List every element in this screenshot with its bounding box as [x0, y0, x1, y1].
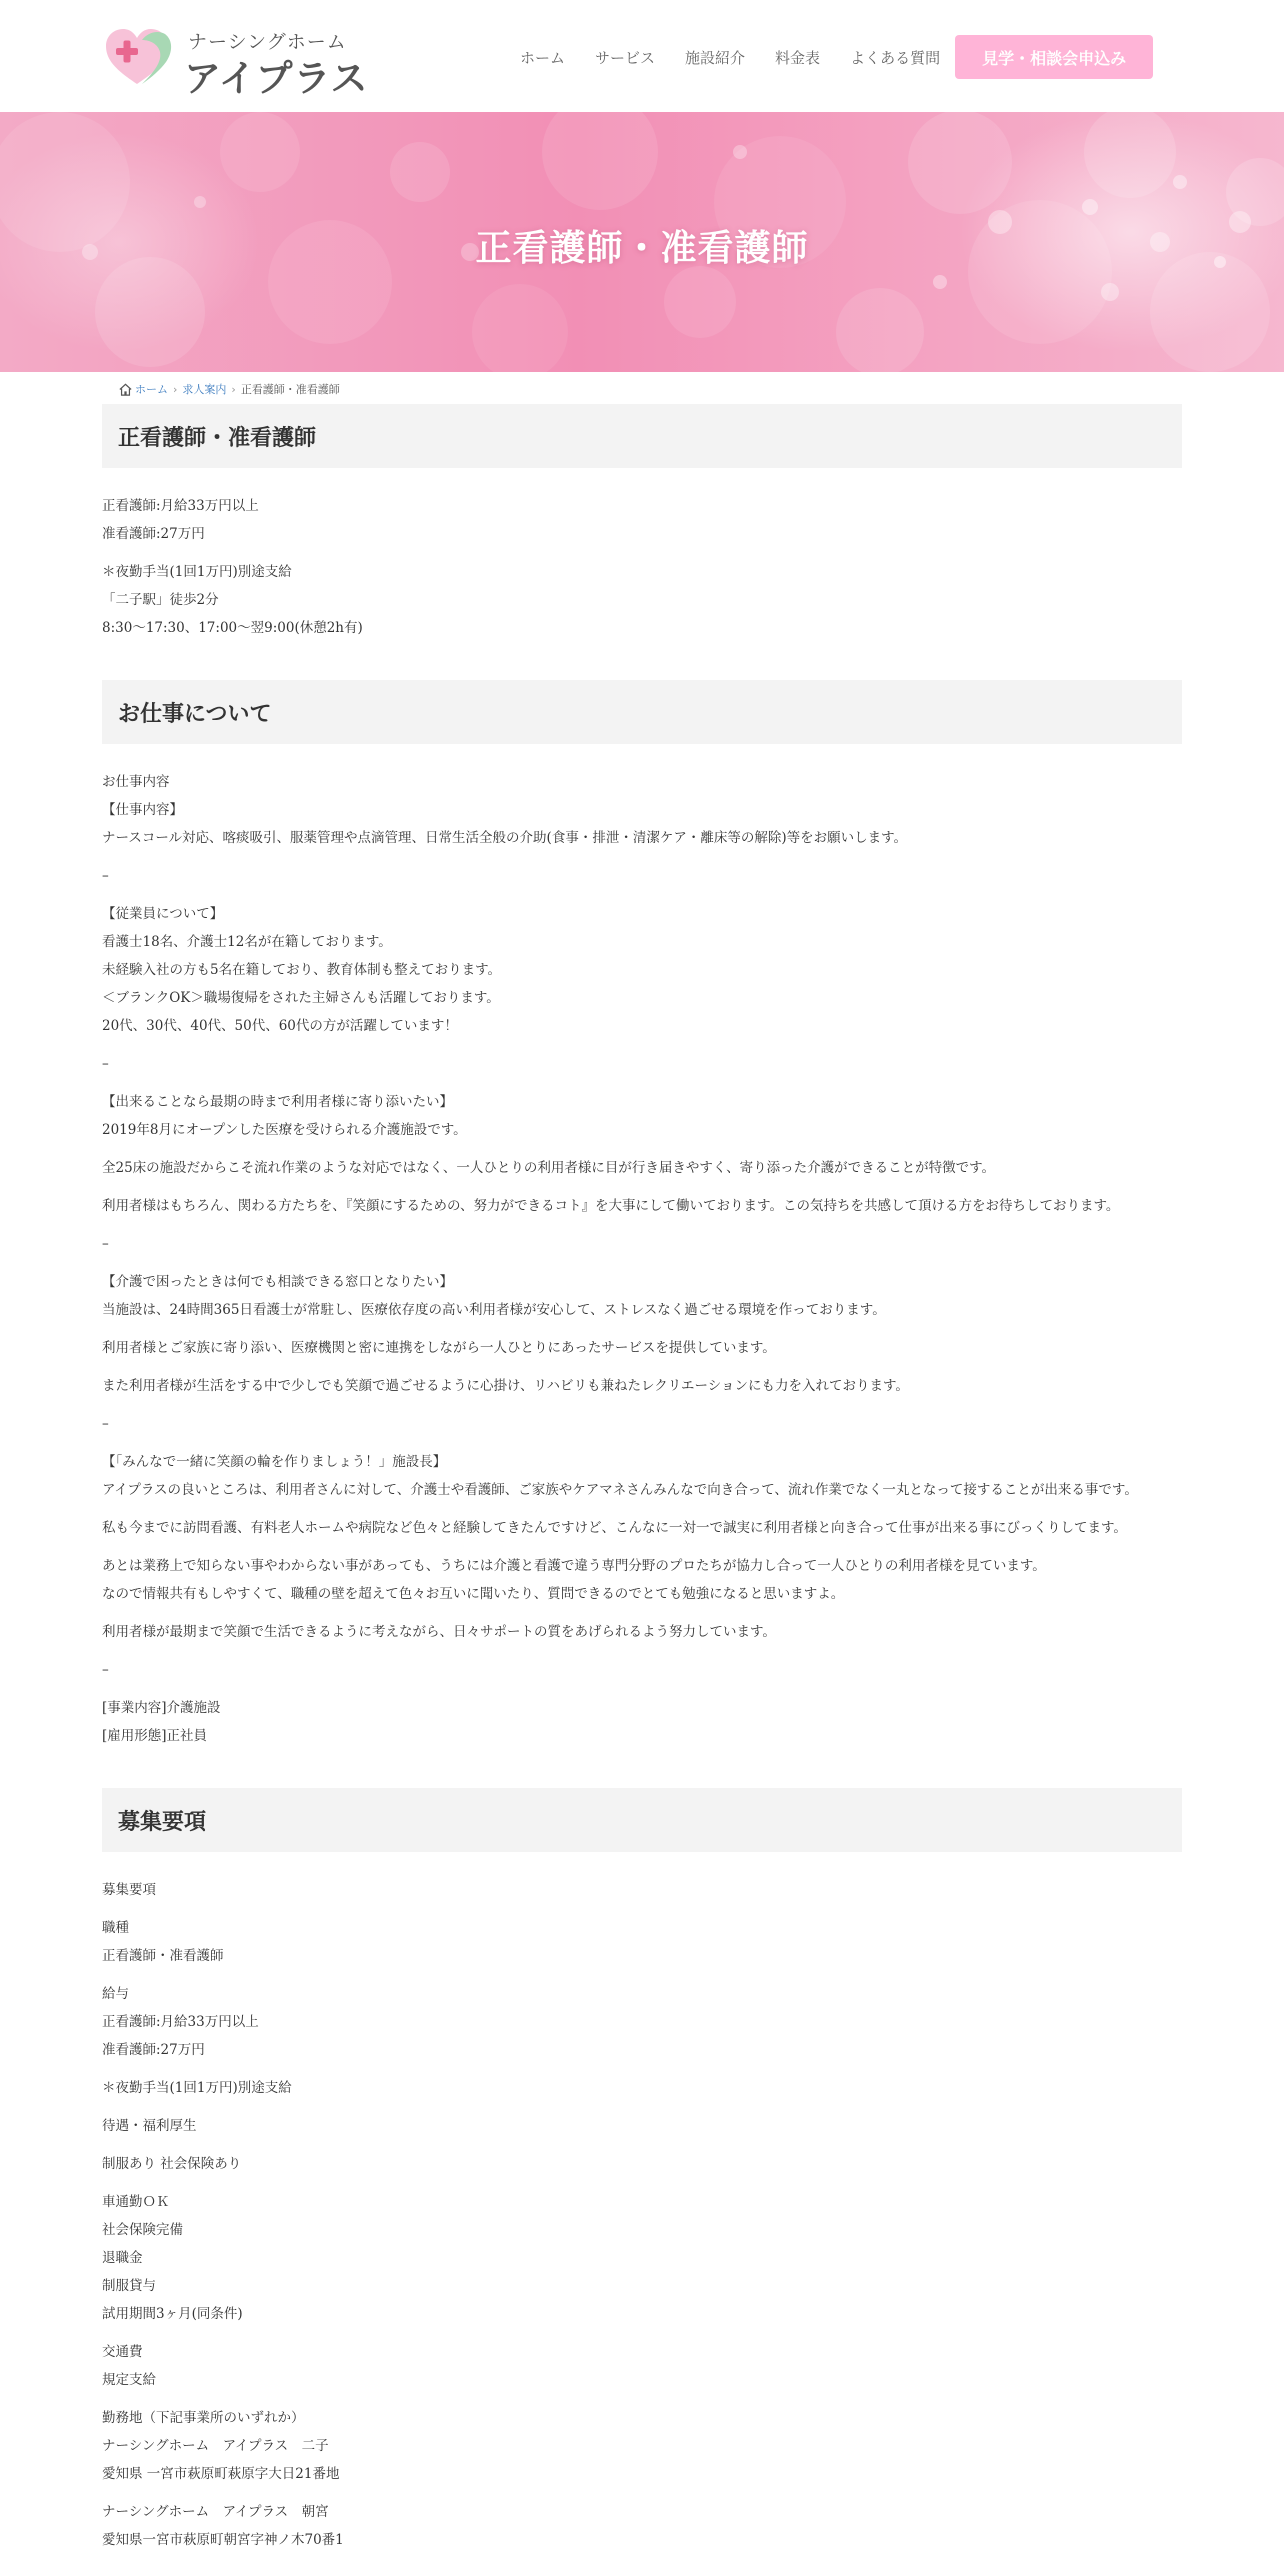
site-header — [0, 0, 1284, 112]
main-nav — [520, 35, 1153, 79]
home-icon[interactable] — [118, 382, 133, 397]
text-line: – — [102, 1662, 109, 1678]
text-line: 車通勤ＯＫ — [102, 2194, 170, 2210]
text-line: 【「みんなで一緒に笑顔の輪を作りましょう！」施設長】 — [102, 1454, 447, 1470]
paragraph — [102, 1552, 1182, 1608]
logo-subtitle: ナーシングホーム — [188, 31, 347, 53]
paragraph — [102, 1268, 1182, 1324]
site-logo[interactable] — [102, 24, 369, 100]
paragraph — [102, 1618, 1182, 1646]
text-line: 交通費 — [102, 2344, 143, 2360]
text-line: 正看護師:月給33万円以上 — [102, 2014, 259, 2030]
breadcrumb-recruit[interactable]: 求人案内 — [182, 383, 227, 396]
text-line: 勤務地（下記事業所のいずれか） — [102, 2410, 305, 2426]
paragraph — [102, 1656, 1182, 1684]
text-line: 当施設は、24時間365日看護士が常駐し、医療依存度の高い利用者様が安心して、ストレスなく過ごせる環境を作っております。 — [102, 1302, 886, 1318]
main-content — [102, 404, 1182, 2554]
paragraph — [102, 1914, 1182, 1970]
paragraph — [102, 2112, 1182, 2140]
text-line: 職種 — [102, 1920, 129, 1936]
text-line: 正看護師:月給33万円以上 — [102, 498, 259, 514]
text-line: 社会保険完備 — [102, 2222, 183, 2238]
text-line: ナーシングホーム アイプラス 二子 — [102, 2438, 329, 2454]
text-line: 利用者様が最期まで笑顔で生活できるように考えながら、日々サポートの質をあげられるよう努力しています。 — [102, 1624, 776, 1640]
text-line: 試用期間3ヶ月(同条件) — [102, 2306, 243, 2322]
section-heading-job-description: お仕事について — [102, 680, 1182, 744]
text-line: ナーシングホーム アイプラス 朝宮 — [102, 2504, 329, 2520]
text-line: – — [102, 1416, 109, 1432]
paragraph — [102, 2498, 1182, 2554]
section-body-job-description — [102, 744, 1182, 1750]
paragraph — [102, 1334, 1182, 1362]
text-line: アイプラスの良いところは、利用者さんに対して、介護士や看護師、ご家族やケアマネさんみんなで向き合って、流れ作業でなく一丸となって接することが出来る事です。 — [102, 1482, 1138, 1498]
text-line: 利用者様はもちろん、関わる方たちを、『笑顔にするための、努力ができるコト』を大事にして働いております。この気持ちを共感して頂ける方をお待ちしております。 — [102, 1198, 1120, 1214]
text-line: ＜ブランクOK＞職場復帰をされた主婦さんも活躍しております。 — [102, 990, 500, 1006]
text-line: [雇用形態]正社員 — [102, 1728, 208, 1744]
text-line: 愛知県 一宮市萩原町萩原字大日21番地 — [102, 2466, 340, 2482]
text-line: ナースコール対応、喀痰吸引、服薬管理や点滴管理、日常生活全般の介助(食事・排泄・清潔ケア・離床等の解除)等をお願いします。 — [102, 830, 908, 846]
nav-services[interactable]: サービス — [595, 48, 656, 67]
text-line: 正看護師・准看護師 — [102, 1948, 224, 1964]
paragraph — [102, 900, 1182, 1040]
text-line: – — [102, 868, 109, 884]
nav-home[interactable]: ホーム — [520, 48, 566, 67]
breadcrumb-home[interactable]: ホーム — [135, 383, 168, 396]
paragraph — [102, 558, 1182, 642]
text-line: ＊夜勤手当(1回1万円)別途支給 — [102, 2080, 292, 2096]
text-line: お仕事内容 — [102, 774, 170, 790]
breadcrumb-current: 正看護師・准看護師 — [240, 383, 340, 396]
text-line: 給与 — [102, 1986, 129, 2002]
paragraph — [102, 862, 1182, 890]
text-line: 退職金 — [102, 2250, 143, 2266]
section-body-requirements — [102, 1852, 1182, 2554]
text-line: 募集要項 — [102, 1882, 156, 1898]
nav-facility[interactable]: 施設紹介 — [685, 48, 746, 67]
hero-banner — [0, 112, 1284, 372]
paragraph — [102, 1192, 1182, 1220]
text-line: – — [102, 1056, 109, 1072]
text-line: 【仕事内容】 — [102, 802, 183, 818]
paragraph — [102, 1372, 1182, 1400]
section-heading-requirements: 募集要項 — [102, 1788, 1182, 1852]
logo-title: アイプラス — [184, 57, 369, 100]
chevron-right-icon: › — [231, 382, 236, 396]
text-line: 「二子駅」徒歩2分 — [102, 592, 219, 608]
text-line: 制服貸与 — [102, 2278, 156, 2294]
breadcrumb — [118, 381, 340, 397]
text-line: 【従業員について】 — [102, 906, 224, 922]
paragraph — [102, 1050, 1182, 1078]
paragraph — [102, 2150, 1182, 2178]
text-line: [事業内容]介護施設 — [102, 1700, 221, 1716]
paragraph — [102, 2404, 1182, 2488]
paragraph — [102, 1694, 1182, 1750]
paragraph — [102, 2074, 1182, 2102]
paragraph — [102, 1410, 1182, 1438]
paragraph — [102, 2338, 1182, 2394]
text-line: また利用者様が生活をする中で少しでも笑顔で過ごせるように心掛け、リハビリも兼ねたレクリエーションにも力を入れております。 — [102, 1378, 909, 1394]
visit-request-button[interactable]: 見学・相談会申込み — [955, 35, 1153, 79]
text-line: 准看護師:27万円 — [102, 2042, 205, 2058]
paragraph — [102, 1448, 1182, 1504]
paragraph — [102, 768, 1182, 852]
chevron-right-icon: › — [173, 382, 178, 396]
hero-title: 正看護師・准看護師 — [475, 227, 809, 269]
text-line: 未経験入社の方も5名在籍しており、教育体制も整えております。 — [102, 962, 502, 978]
text-line: 規定支給 — [102, 2372, 156, 2388]
text-line: なので情報共有もしやすくて、職種の壁を超えて色々お互いに聞いたり、質問できるのでとても勉強になると思いますよ。 — [102, 1586, 845, 1602]
text-line: 【出来ることなら最期の時まで利用者様に寄り添いたい】 — [102, 1094, 453, 1110]
text-line: 看護士18名、介護士12名が在籍しております。 — [102, 934, 392, 950]
paragraph — [102, 1876, 1182, 1904]
text-line: – — [102, 1236, 109, 1252]
text-line: 待遇・福利厚生 — [102, 2118, 197, 2134]
section-heading-job-title: 正看護師・准看護師 — [102, 404, 1182, 468]
text-line: 2019年8月にオープンした医療を受けられる介護施設です。 — [102, 1122, 467, 1138]
text-line: 8:30～17:30、17:00～翌9:00(休憩2h有) — [102, 620, 363, 636]
text-line: 私も今までに訪問看護、有料老人ホームや病院など色々と経験してきたんですけど、こんなに一対一で誠実に利用者様と向き合って仕事が出来る事にびっくりしてます。 — [102, 1520, 1127, 1536]
paragraph — [102, 1230, 1182, 1258]
paragraph — [102, 1088, 1182, 1144]
paragraph — [102, 492, 1182, 548]
text-line: ＊夜勤手当(1回1万円)別途支給 — [102, 564, 292, 580]
nav-faq[interactable]: よくある質問 — [850, 48, 941, 67]
text-line: 愛知県一宮市萩原町朝宮字神ノ木70番1 — [102, 2532, 344, 2548]
text-line: 利用者様とご家族に寄り添い、医療機関と密に連携をしながら一人ひとりにあったサービスを提供しています。 — [102, 1340, 776, 1356]
text-line: あとは業務上で知らない事やわからない事があっても、うちには介護と看護で違う専門分野のプロたちが協力し合って一人ひとりの利用者様を見ています。 — [102, 1558, 1046, 1574]
text-line: 制服あり 社会保険あり — [102, 2156, 242, 2172]
heart-cross-icon — [102, 26, 176, 88]
text-line: 【介護で困ったときは何でも相談できる窓口となりたい】 — [102, 1274, 453, 1290]
paragraph — [102, 1514, 1182, 1542]
nav-pricing[interactable]: 料金表 — [775, 48, 821, 67]
paragraph — [102, 1980, 1182, 2064]
text-line: 20代、30代、40代、50代、60代の方が活躍しています！ — [102, 1018, 458, 1034]
text-line: 准看護師:27万円 — [102, 526, 205, 542]
text-line: 全25床の施設だからこそ流れ作業のような対応ではなく、一人ひとりの利用者様に目が行き届きやすく、寄り添った介護ができることが特徴です。 — [102, 1160, 996, 1176]
section-body-summary — [102, 468, 1182, 642]
paragraph — [102, 2188, 1182, 2328]
paragraph — [102, 1154, 1182, 1182]
